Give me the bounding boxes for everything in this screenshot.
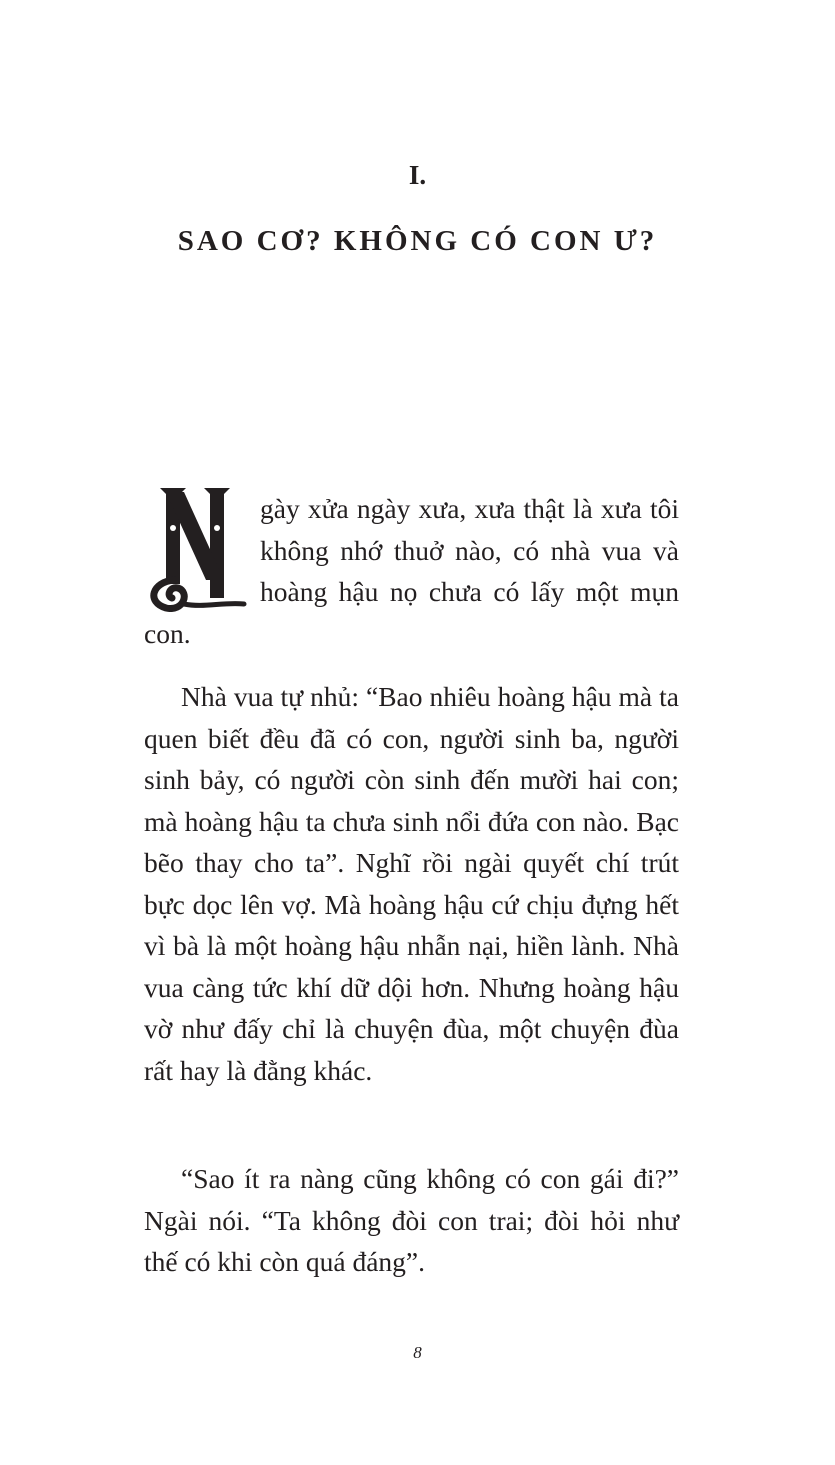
- opening-paragraph: [144, 488, 679, 654]
- page-number: 8: [413, 1343, 422, 1362]
- ornate-drop-cap: [144, 484, 254, 612]
- chapter-number: I.: [408, 160, 427, 190]
- paragraph: “Sao ít ra nàng cũng không có con gái đi?” Ngài nói. “Ta không đòi con trai; đòi hỏi như thế có khi còn quá đáng”.: [144, 1163, 679, 1277]
- paragraph: Nhà vua tự nhủ: “Bao nhiêu hoàng hậu mà ta quen biết đều đã có con, người sinh ba, người sinh bảy, có người còn sinh đến mười hai con; mà hoàng hậu ta chưa sinh nổi đứa con nào. Bạc bẽo thay cho ta”. Nghĩ rồi ngài quyết chí trút bực dọc lên vợ. Mà hoàng hậu cứ chịu đựng hết vì bà là một hoàng hậu nhẫn nại, hiền lành. Nhà vua càng tức khí dữ dội hơn. Nhưng hoàng hậu vờ như đấy chỉ là chuyện đùa, một chuyện đùa rất hay là đằng khác.: [144, 681, 679, 1086]
- opening-paragraph-text: gày xửa ngày xưa, xưa thật là xưa tôi không nhớ thuở nào, có nhà vua và hoàng hậu nọ chưa có lấy một mụn con.: [144, 493, 679, 649]
- chapter-title: SAO CƠ? KHÔNG CÓ CON Ư?: [177, 225, 658, 257]
